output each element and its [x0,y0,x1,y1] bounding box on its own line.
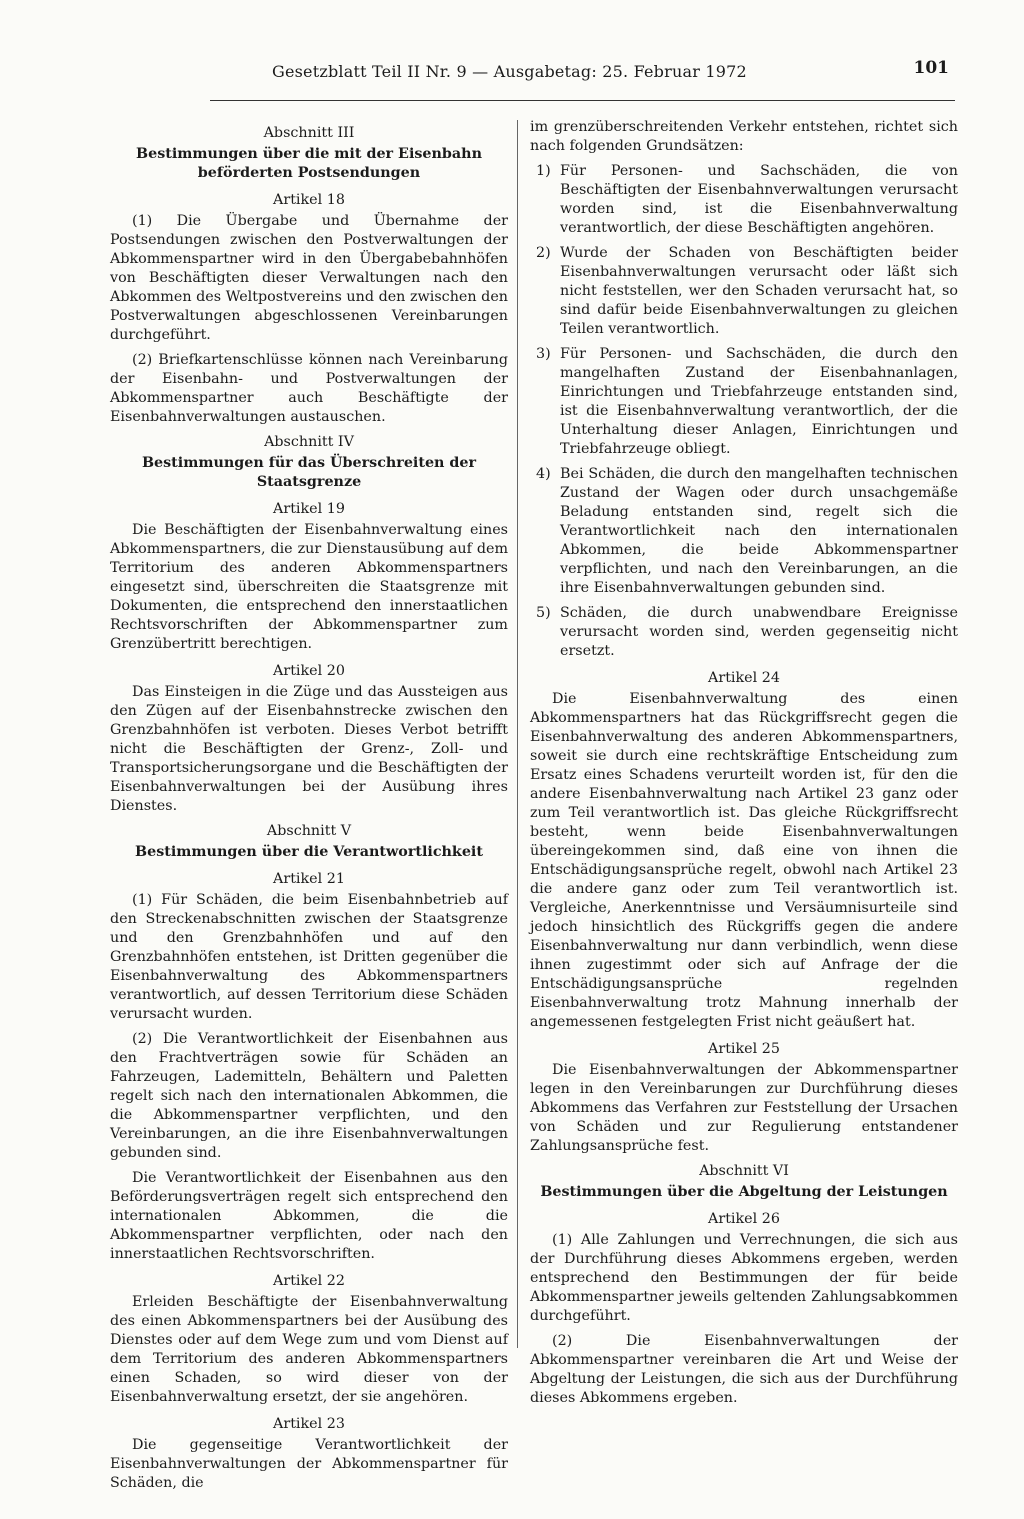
section-title: Bestimmungen über die mit der Eisenbahn beförderten Postsendungen [136,146,482,181]
article-heading: Artikel 26 [708,1211,780,1227]
article-heading: Artikel 25 [708,1041,780,1057]
section-heading: Abschnitt III [263,125,355,141]
section-heading: Abschnitt VI [699,1163,789,1179]
article-heading: Artikel 22 [273,1273,345,1289]
paragraph: (2) Die Eisenbahnverwaltungen der Abkommenspartner vereinbaren die Art und Weise der Abgeltung der Leistungen, die sich aus der Durchführung dieses Abkommens ergeben. [530,1333,958,1406]
list-text: Wurde der Schaden von Beschäftigten beider Eisenbahnverwaltungen verursacht oder läßt sich nicht feststellen, wer den Schaden verursacht hat, so sind dafür beide Eisenbahnverwaltungen zu gleichen Teilen verantwortlich. [560,245,958,337]
section-title: Bestimmungen über die Verantwortlichkeit [135,844,483,860]
list-item [530,604,958,661]
list-item [530,465,958,598]
paragraph: Die Verantwortlichkeit der Eisenbahnen aus den Beförderungsverträgen regelt sich entsprechend den internationalen Abkommen, die die Abkommenspartner verpflichten, oder nach den innerstaatlichen Rechtsvorschriften. [110,1170,508,1262]
list-number: 4) [536,466,551,482]
section-heading: Abschnitt IV [264,434,354,450]
paragraph: Die Beschäftigten der Eisenbahnverwaltung eines Abkommenspartners, die zur Dienstausübung auf dem Territorium des anderen Abkommenspartners eingesetzt sind, überschreiten die Staatsgrenze mit Dokumenten, die entsprechend den innerstaatlichen Rechtsvorschriften der Abkommenspartner zum Grenzübertritt berechtigen. [110,522,508,652]
paragraph: (2) Briefkartenschlüsse können nach Vereinbarung der Eisenbahn- und Postverwaltungen der Abkommenspartner auch Beschäftigte der Eisenbahnverwaltungen austauschen. [110,352,508,425]
right-column [530,118,958,1414]
section-title: Bestimmungen über die Abgeltung der Leistungen [540,1184,948,1200]
paragraph: (2) Die Verantwortlichkeit der Eisenbahnen aus den Frachtverträgen sowie für Schäden an Fahrzeugen, Lademitteln, Behältern und Paletten regelt sich nach den internationalen Abkommen, die die Abkommenspartner verpflichten, und den Vereinbarungen, an die ihre Eisenbahnverwaltungen gebunden sind. [110,1031,508,1161]
paragraph: im grenzüberschreitenden Verkehr entstehen, richtet sich nach folgenden Grundsätzen: [530,119,958,154]
article-heading: Artikel 24 [708,670,780,686]
article-heading: Artikel 20 [273,663,345,679]
paragraph: Die Eisenbahnverwaltung des einen Abkommenspartners hat das Rückgriffsrecht gegen die Eisenbahnverwaltung des anderen Abkommenspartners, soweit sie durch eine rechtskräftige Entscheidung zum Ersatz eines Schadens verurteilt worden ist, für den die andere Eisenbahnverwaltung nach Artikel 23 ganz oder zum Teil verantwortlich ist. Das gleiche Rückgriffsrecht besteht, wenn beide Eisenbahnverwaltungen übereingekommen sind, daß eine von ihnen die Entschädigungsansprüche regelt, obwohl nach Artikel 23 die andere ganz oder zum Teil verantwortlich ist. Vergleiche, Anerkenntnisse und Versäumnisurteile sind jedoch hinsichtlich des Rückgriffs gegen die andere Eisenbahnverwaltung nur dann verbindlich, wenn diese ihnen zugestimmt oder sich auf Anfrage der die Entschädigungsansprüche regelnden Eisenbahnverwaltung trotz Mahnung innerhalb der angemessenen festgelegten Frist nicht geäußert hat. [530,691,958,1030]
article-heading: Artikel 19 [273,501,345,517]
list-text: Schäden, die durch unabwendbare Ereignisse verursacht worden sind, werden gegenseitig nicht ersetzt. [560,605,958,659]
column-divider [517,120,518,1348]
paragraph: Die Eisenbahnverwaltungen der Abkommenspartner legen in den Vereinbarungen zur Durchführung dieses Abkommens das Verfahren zur Feststellung der Ursachen von Schäden und zur Regulierung entstandener Zahlungsansprüche fest. [530,1062,958,1154]
page-number: 101 [913,58,949,78]
paragraph: Das Einsteigen in die Züge und das Aussteigen aus den Zügen auf der Eisenbahnstrecke zwischen den Grenzbahnhöfen ist verboten. Dieses Verbot betrifft nicht die Beschäftigten der Grenz-, Zoll- und Transportsicherungsorgane und die Beschäftigten der Eisenbahnverwaltungen bei der Ausübung ihres Dienstes. [110,684,508,814]
list-text: Für Personen- und Sachschäden, die durch den mangelhaften Zustand der Eisenbahnanlagen, Einrichtungen und Triebfahrzeuge entstanden sind, ist die Eisenbahnverwaltung verantwortlich, der die Unterhaltung dieser Anlagen, Einrichtungen und Triebfahrzeuge obliegt. [560,346,958,457]
paragraph: (1) Die Übergabe und Übernahme der Postsendungen zwischen den Postverwaltungen der Abkommenspartner wird in den Übergabebahnhöfen von Beschäftigten dieser Verwaltungen nach den Abkommen des Weltpostvereins und den zwischen den Postverwaltungen abgeschlossenen Vereinbarungen durchgeführt. [110,213,508,343]
list-item [530,244,958,339]
paragraph: (1) Für Schäden, die beim Eisenbahnbetrieb auf den Streckenabschnitten zwischen der Staatsgrenze und den Grenzbahnhöfen und auf den Grenzbahnhöfen entstehen, ist Dritten gegenüber die Eisenbahnverwaltung des Abkommenspartners verantwortlich, auf dessen Territorium diese Schäden verursacht wurden. [110,892,508,1022]
list-item [530,162,958,238]
section-heading: Abschnitt V [266,823,352,839]
article-heading: Artikel 21 [273,871,345,887]
left-column [110,118,508,1499]
list-number: 3) [536,346,551,362]
section-title: Bestimmungen für das Überschreiten der Staatsgrenze [141,455,477,490]
paragraph: Erleiden Beschäftigte der Eisenbahnverwaltung des einen Abkommenspartners bei der Ausübung des Dienstes oder auf dem Wege zum und vom Dienst auf dem Territorium des anderen Abkommenspartners einen Schaden, so wird dieser von der Eisenbahnverwaltung ersetzt, der sie angehören. [110,1294,508,1405]
article-heading: Artikel 18 [273,192,345,208]
list-text: Für Personen- und Sachschäden, die von Beschäftigten der Eisenbahnverwaltungen verursacht worden sind, ist die Eisenbahnverwaltung verantwortlich, der diese Beschäftigten angehören. [560,163,958,236]
list-number: 1) [536,163,551,179]
paragraph: (1) Alle Zahlungen und Verrechnungen, die sich aus der Durchführung dieses Abkommens ergeben, werden entsprechend den Bestimmungen der für beide Abkommenspartner jeweils geltenden Zahlungsabkommen durchgeführt. [530,1232,958,1324]
article-heading: Artikel 23 [273,1416,345,1432]
page-header [210,58,955,106]
header-rule [210,100,955,101]
list-item [530,345,958,459]
list-number: 5) [536,605,551,621]
list-text: Bei Schäden, die durch den mangelhaften technischen Zustand der Wagen oder durch unsachgemäße Beladung entstanden sind, regelt sich die Verantwortlichkeit nach den internationalen Abkommen, die beide Abkommenspartner verpflichten, und nach den Vereinbarungen, an die ihre Eisenbahnverwaltungen gebunden sind. [560,466,958,596]
paragraph: Die gegenseitige Verantwortlichkeit der Eisenbahnverwaltungen der Abkommenspartner für Schäden, die [110,1437,508,1491]
list-number: 2) [536,245,551,261]
header-title: Gesetzblatt Teil II Nr. 9 — Ausgabetag: 25. Februar 1972 [272,62,747,81]
